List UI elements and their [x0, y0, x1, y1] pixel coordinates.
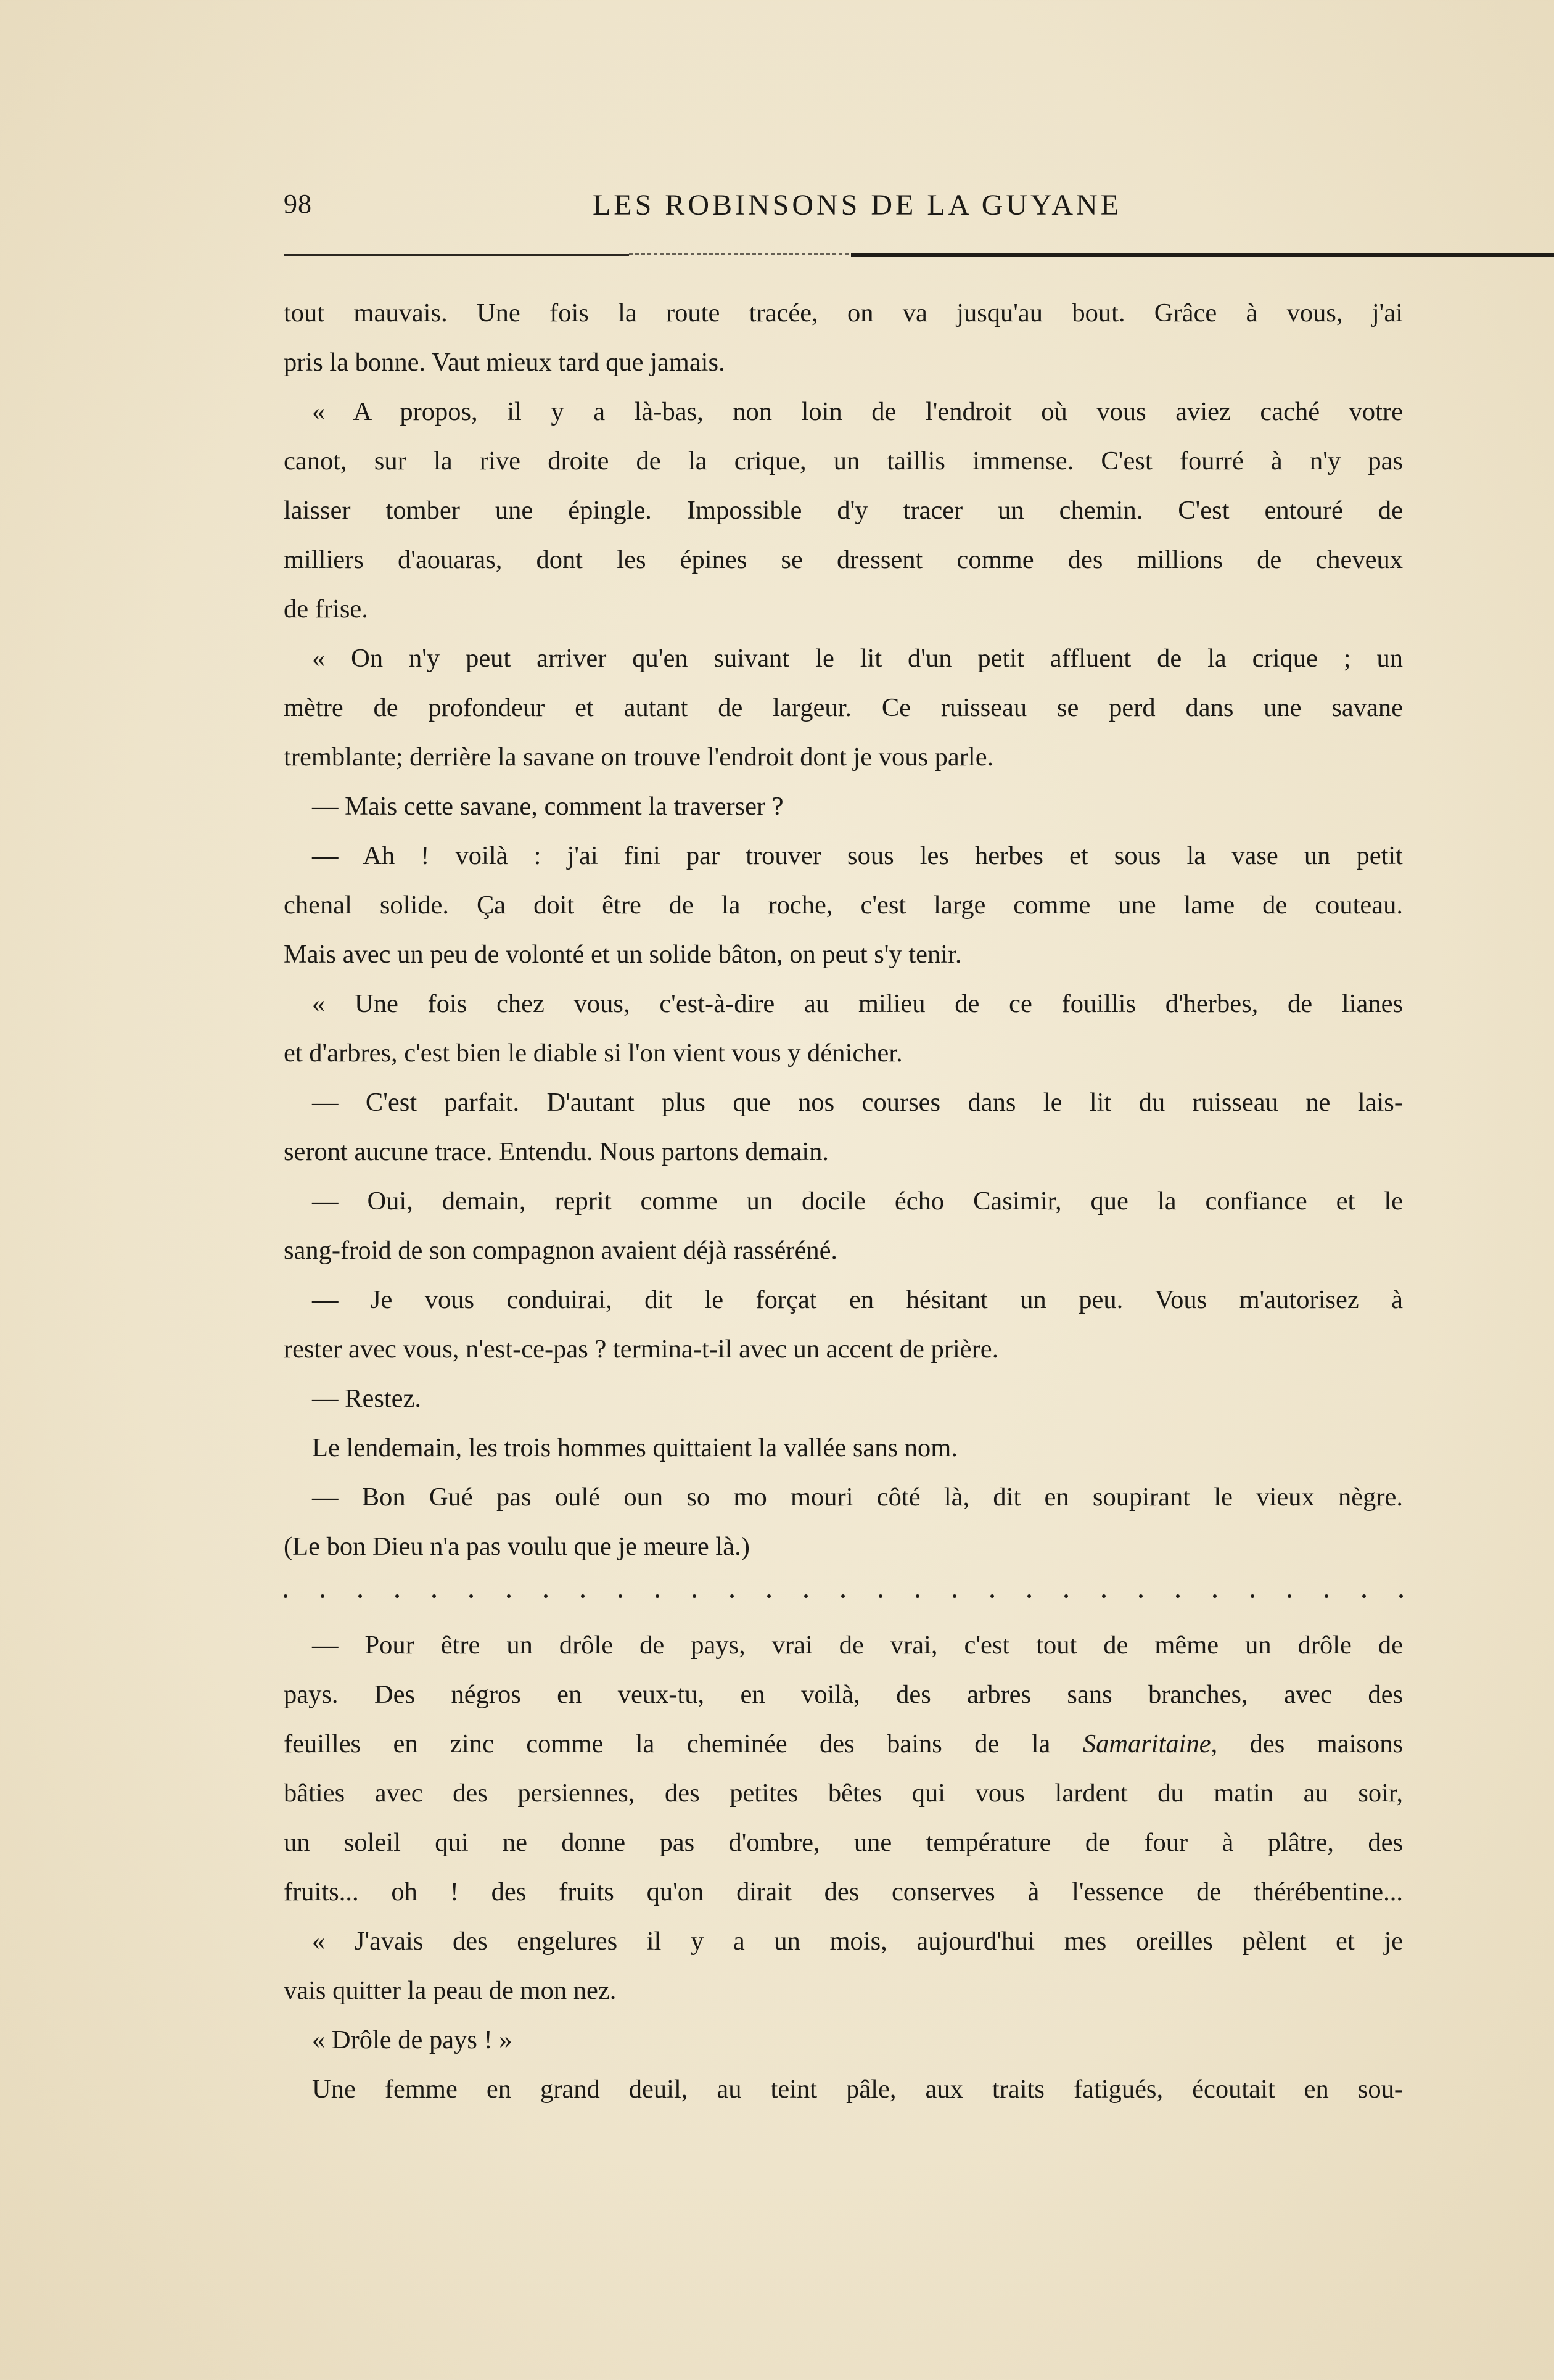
text-line: vais quitter la peau de mon nez.	[284, 1976, 617, 2005]
text-line: sang-froid de son compagnon avaient déjà rasséréné.	[284, 1236, 838, 1265]
text-line: pris la bonne. Vaut mieux tard que jamais.	[284, 348, 725, 377]
text-line: bâties avec des persiennes, des petites bêtes qui vous lardent du matin au soir,	[284, 1779, 1403, 1808]
text-line: laisser tomber une épingle. Impossible d'y tracer un chemin. C'est entouré de	[284, 496, 1403, 525]
header-rule-thin	[284, 254, 629, 256]
text-line: — Ah ! voilà : j'ai fini par trouver sous les herbes et sous la vase un petit	[312, 841, 1403, 870]
text-line: de frise.	[284, 595, 368, 624]
text-line: — Pour être un drôle de pays, vrai de vrai, c'est tout de même un drôle de	[312, 1631, 1403, 1660]
text-line: un soleil qui ne donne pas d'ombre, une température de four à plâtre, des	[284, 1828, 1403, 1857]
text-line: tout mauvais. Une fois la route tracée, on va jusqu'au bout. Grâce à vous, j'ai	[284, 299, 1403, 327]
running-title: LES ROBINSONS DE LA GUYANE	[592, 189, 1122, 221]
text-line: — Je vous conduirai, dit le forçat en hésitant un peu. Vous m'autorisez à	[312, 1285, 1403, 1314]
text-fragment: , des maisons	[1211, 1729, 1403, 1758]
page-number: 98	[284, 189, 312, 219]
text-line: — Oui, demain, reprit comme un docile écho Casimir, que la confiance et le	[312, 1187, 1403, 1216]
text-line: Mais avec un peu de volonté et un solide bâton, on peut s'y tenir.	[284, 940, 962, 969]
text-line: et d'arbres, c'est bien le diable si l'on vient vous y dénicher.	[284, 1039, 903, 1068]
text-line: Le lendemain, les trois hommes quittaient la vallée sans nom.	[312, 1433, 958, 1462]
text-line: « J'avais des engelures il y a un mois, aujourd'hui mes oreilles pèlent et je	[312, 1927, 1403, 1956]
text-line: — Restez.	[312, 1384, 422, 1413]
text-line: « Une fois chez vous, c'est-à-dire au milieu de ce fouillis d'herbes, de lianes	[312, 989, 1403, 1018]
text-line: Une femme en grand deuil, au teint pâle, aux traits fatigués, écoutait en sou-	[312, 2075, 1403, 2104]
text-line: rester avec vous, n'est-ce-pas ? termina-t-il avec un accent de prière.	[284, 1335, 999, 1364]
text-line: pays. Des négros en veux-tu, en voilà, des arbres sans branches, avec des	[284, 1680, 1403, 1709]
text-line: seront aucune trace. Entendu. Nous partons demain.	[284, 1137, 829, 1166]
italic-place-name: Samaritaine	[1082, 1729, 1211, 1758]
text-line: mètre de profondeur et autant de largeur. Ce ruisseau se perd dans une savane	[284, 693, 1403, 722]
text-line: « On n'y peut arriver qu'en suivant le lit d'un petit affluent de la crique ; un	[312, 644, 1403, 673]
text-line: chenal solide. Ça doit être de la roche, c'est large comme une lame de couteau.	[284, 891, 1403, 920]
text-line: (Le bon Dieu n'a pas voulu que je meure là.)	[284, 1532, 750, 1561]
text-line: « Drôle de pays ! »	[312, 2025, 512, 2054]
text-line: « A propos, il y a là-bas, non loin de l'endroit où vous aviez caché votre	[312, 397, 1403, 426]
text-fragment: feuilles en zinc comme la cheminée des bains de la	[284, 1729, 1083, 1758]
section-break-dots	[284, 1571, 1403, 1621]
body-text	[284, 289, 1403, 2114]
header-rule-ornament	[629, 253, 851, 255]
text-line: — Bon Gué pas oulé oun so mo mouri côté là, dit en soupirant le vieux nègre.	[312, 1483, 1403, 1512]
text-line: — Mais cette savane, comment la traverser ?	[312, 792, 784, 821]
text-line: — C'est parfait. D'autant plus que nos courses dans le lit du ruisseau ne lais-	[312, 1088, 1403, 1117]
text-line: milliers d'aouaras, dont les épines se dressent comme des millions de cheveux	[284, 545, 1403, 574]
text-line: tremblante; derrière la savane on trouve l'endroit dont je vous parle.	[284, 743, 994, 772]
text-line: canot, sur la rive droite de la crique, un taillis immense. C'est fourré à n'y pas	[284, 447, 1403, 476]
text-line-with-italic	[284, 1719, 1403, 1769]
page-header	[284, 188, 1406, 237]
header-rule-thick	[851, 253, 1554, 257]
text-line: fruits... oh ! des fruits qu'on dirait des conserves à l'essence de thérébentine...	[284, 1877, 1403, 1906]
